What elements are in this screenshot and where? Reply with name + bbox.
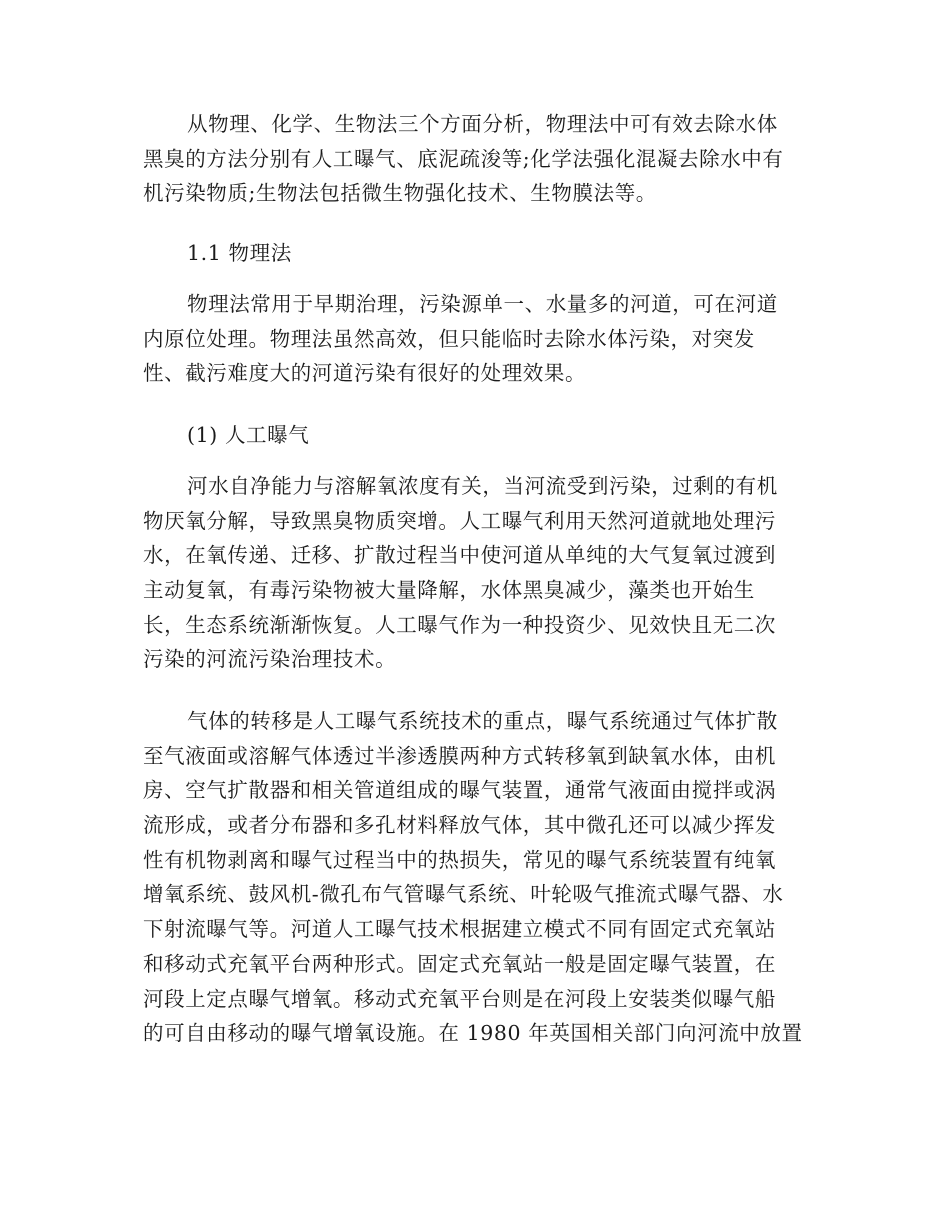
paragraph-physical-method [143, 287, 811, 391]
paragraph-intro [143, 107, 811, 211]
text-line: 物厌氧分解，导致黑臭物质突增。人工曝气利用天然河道就地处理污 [143, 508, 776, 533]
text-line: 水，在氧传递、迁移、扩散过程当中使河道从单纯的大气复氧过渡到 [143, 543, 776, 568]
text-line: 的可自由移动的曝气增氧设施。在 1980 年英国相关部门向河流中放置 [143, 1021, 803, 1046]
text-line: 河段上定点曝气增氧。移动式充氧平台则是在河段上安装类似曝气船 [143, 986, 776, 1011]
text-line: 至气液面或溶解气体透过半渗透膜两种方式转移氧到缺氧水体，由机 [143, 743, 776, 768]
text-line: 物理法常用于早期治理，污染源单一、水量多的河道，可在河道 [187, 292, 778, 316]
text-line: 增氧系统、鼓风机-微孔布气管曝气系统、叶轮吸气推流式曝气器、水 [143, 882, 784, 907]
text-line: 污染的河流污染治理技术。 [143, 647, 397, 672]
text-line: 长，生态系统渐渐恢复。人工曝气作为一种投资少、见效快且无二次 [143, 612, 776, 637]
text-line: 主动复氧，有毒污染物被大量降解，水体黑臭减少，藻类也开始生 [143, 578, 755, 603]
text-line: 房、空气扩散器和相关管道组成的曝气装置，通常气液面由搅拌或涡 [143, 778, 776, 803]
text-line: 机污染物质;生物法包括微生物强化技术、生物膜法等。 [143, 181, 657, 206]
text-line: 和移动式充氧平台两种形式。固定式充氧站一般是固定曝气装置，在 [143, 951, 776, 976]
text-line: 河水自净能力与溶解氧浓度有关，当河流受到污染，过剩的有机 [187, 474, 778, 498]
heading-text: (1) 人工曝气 [187, 423, 310, 447]
text-line: 从物理、化学、生物法三个方面分析，物理法中可有效去除水体 [187, 112, 778, 136]
section-heading-physical-method [143, 236, 811, 271]
paragraph-aeration-intro [143, 469, 811, 677]
text-line: 性有机物剥离和曝气过程当中的热损失，常见的曝气系统装置有纯氧 [143, 847, 776, 872]
text-line: 黑臭的方法分别有人工曝气、底泥疏浚等;化学法强化混凝去除水中有 [143, 146, 784, 171]
text-line: 流形成，或者分布器和多孔材料释放气体，其中微孔还可以减少挥发 [143, 813, 776, 838]
heading-text: 1.1 物理法 [187, 241, 292, 265]
subsection-heading-artificial-aeration [143, 418, 811, 453]
paragraph-gas-transfer [143, 704, 811, 1051]
text-line: 性、截污难度大的河道污染有很好的处理效果。 [143, 361, 587, 386]
text-line: 下射流曝气等。河道人工曝气技术根据建立模式不同有固定式充氧站 [143, 917, 776, 942]
text-line: 内原位处理。物理法虽然高效，但只能临时去除水体污染，对突发 [143, 326, 755, 351]
text-line: 气体的转移是人工曝气系统技术的重点，曝气系统通过气体扩散 [187, 709, 778, 733]
